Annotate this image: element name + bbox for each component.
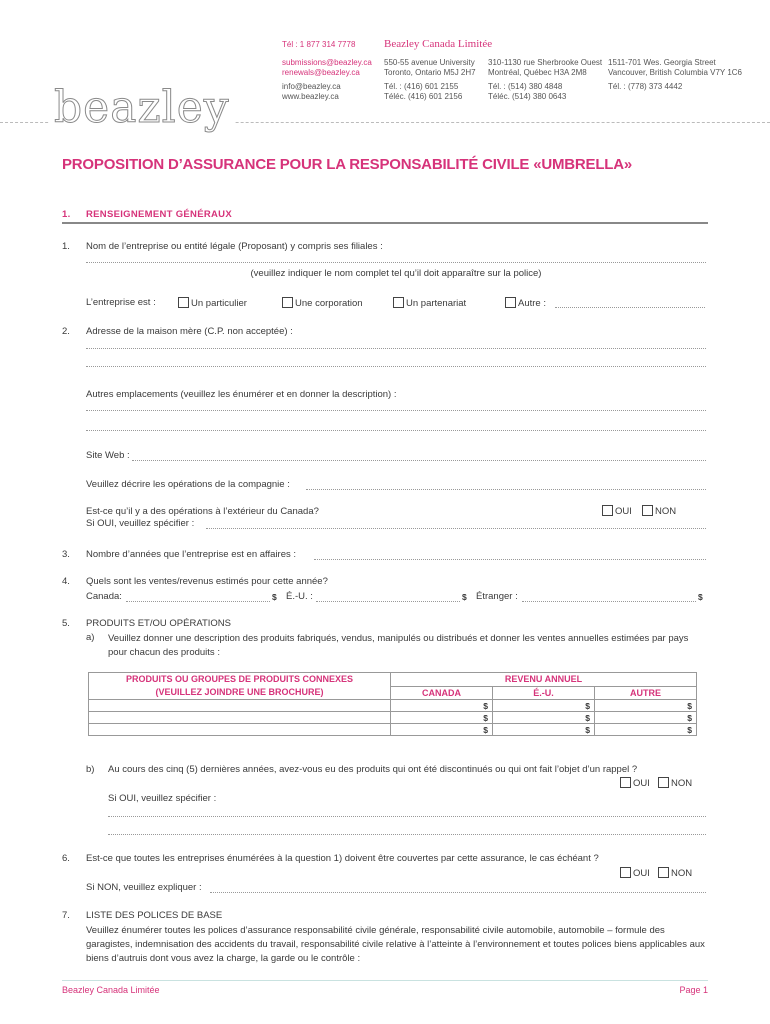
other-locations-line-1[interactable] <box>86 410 706 411</box>
entity-type-label: L’entreprise est : <box>86 297 156 308</box>
head-office-address-line-2[interactable] <box>86 366 706 367</box>
page-number: Page 1 <box>679 985 708 995</box>
table-row <box>89 724 697 736</box>
website-field[interactable] <box>132 460 706 461</box>
outside-oui-checkbox[interactable] <box>602 505 613 516</box>
canada-cell[interactable]: $ <box>391 712 493 724</box>
us-revenue-field[interactable] <box>316 601 460 602</box>
outside-canada-non[interactable]: NON <box>642 505 676 517</box>
footer-rule <box>62 980 708 981</box>
q4-label: Quels sont les ventes/revenus estimés pour cette année? <box>86 576 328 587</box>
table-row <box>89 712 697 724</box>
q5a-text: Veuillez donner une description des produits fabriqués, vendus, manipulés ou distribués et donner les ventes annuelles estimées par pays pour chacun des produits : <box>108 633 689 658</box>
years-in-business-field[interactable] <box>314 559 706 560</box>
partnership-checkbox[interactable] <box>393 297 404 308</box>
product-cell[interactable] <box>89 724 391 736</box>
recall-oui-checkbox[interactable] <box>620 777 631 788</box>
renewals-email[interactable]: renewals@beazley.ca <box>282 68 360 77</box>
q6-label: Est-ce que toutes les entreprises énumérées à la question 1) doivent être couvertes par cette assurance, le cas échéant ? <box>86 853 599 864</box>
info-email[interactable]: info@beazley.ca <box>282 82 341 91</box>
recall-oui[interactable]: OUI <box>620 777 650 789</box>
q7-number: 7. <box>62 910 70 921</box>
section-1-number: 1. <box>62 209 71 220</box>
q5b-label: b) <box>86 764 95 775</box>
table-row <box>89 700 697 712</box>
q5-number: 5. <box>62 618 70 629</box>
coverage-explain-label: Si NON, veuillez expliquer : <box>86 882 202 893</box>
header-emails <box>282 58 372 78</box>
q4-number: 4. <box>62 576 70 587</box>
q6-number: 6. <box>62 853 70 864</box>
canada-dollar: $ <box>272 592 277 602</box>
us-revenue-label: É.-U. : <box>286 591 313 602</box>
option-corporation[interactable]: Une corporation <box>282 297 363 309</box>
product-cell[interactable] <box>89 712 391 724</box>
page-title: PROPOSITION D’ASSURANCE POUR LA RESPONSABILITÉ CIVILE «UMBRELLA» <box>62 156 633 173</box>
other-checkbox[interactable] <box>505 297 516 308</box>
outside-canada-oui[interactable]: OUI <box>602 505 632 517</box>
header-company: Beazley Canada Limitée <box>384 38 493 50</box>
option-partnership[interactable]: Un partenariat <box>393 297 466 309</box>
us-dollar: $ <box>462 592 467 602</box>
operations-field[interactable] <box>306 489 706 490</box>
q2-number: 2. <box>62 326 70 337</box>
other-type-field[interactable] <box>555 307 705 308</box>
outside-canada-label: Est-ce qu’il y a des opérations à l’extérieur du Canada? <box>86 506 319 517</box>
header-phone: Tél : 1 877 314 7778 <box>282 40 356 49</box>
other-locations-line-2[interactable] <box>86 430 706 431</box>
coverage-oui[interactable]: OUI <box>620 867 650 879</box>
outside-specify-label: Si OUI, veuillez spécifier : <box>86 518 195 529</box>
recall-specify-line-1[interactable] <box>108 816 706 817</box>
outside-specify-field[interactable] <box>206 528 706 529</box>
head-office-address-line-1[interactable] <box>86 348 706 349</box>
col-other: AUTRE <box>595 686 697 700</box>
coverage-non[interactable]: NON <box>658 867 692 879</box>
outside-non-checkbox[interactable] <box>642 505 653 516</box>
other-cell[interactable]: $ <box>595 724 697 736</box>
foreign-dollar: $ <box>698 592 703 602</box>
office-toronto: 550-55 avenue University Toronto, Ontario M5J 2H7 Tél. : (416) 601 2155 Téléc. (416) 601 2156 <box>384 58 476 101</box>
q3-label: Nombre d’années que l’entreprise est en affaires : <box>86 549 297 560</box>
operations-label: Veuillez décrire les opérations de la compagnie : <box>86 479 290 490</box>
website-label: Site Web : <box>86 450 130 461</box>
q5b-text: Au cours des cinq (5) dernières années, avez-vous eu des produits qui ont été discontinués ou qui ont fait l’objet d’un rappel ? <box>108 764 638 775</box>
foreign-revenue-field[interactable] <box>522 601 696 602</box>
us-cell[interactable]: $ <box>493 712 595 724</box>
recall-non[interactable]: NON <box>658 777 692 789</box>
col-canada: CANADA <box>391 686 493 700</box>
us-cell[interactable]: $ <box>493 724 595 736</box>
q2-label: Adresse de la maison mère (C.P. non acceptée) : <box>86 326 293 337</box>
q7-label: LISTE DES POLICES DE BASE <box>86 910 223 921</box>
option-individual[interactable]: Un particulier <box>178 297 247 309</box>
q3-number: 3. <box>62 549 70 560</box>
canada-revenue-field[interactable] <box>126 601 270 602</box>
header-web <box>282 82 341 102</box>
coverage-non-checkbox[interactable] <box>658 867 669 878</box>
footer-company: Beazley Canada Limitée <box>62 985 160 995</box>
foreign-revenue-label: Étranger : <box>476 591 518 602</box>
submissions-email[interactable]: submissions@beazley.ca <box>282 58 372 67</box>
corporation-checkbox[interactable] <box>282 297 293 308</box>
section-1-rule <box>62 222 708 224</box>
q1-label: Nom de l’entreprise ou entité légale (Proposant) y compris ses filiales : <box>86 241 383 252</box>
section-1-title: RENSEIGNEMENT GÉNÉRAUX <box>86 209 232 220</box>
products-table <box>88 672 697 736</box>
coverage-oui-checkbox[interactable] <box>620 867 631 878</box>
revenue-header: REVENU ANNUEL <box>391 673 697 687</box>
company-name-field[interactable] <box>86 262 706 263</box>
products-header: PRODUITS OU GROUPES DE PRODUITS CONNEXES (VEUILLEZ JOINDRE UNE BROCHURE) <box>89 673 391 700</box>
q5a-label: a) <box>86 632 95 643</box>
us-cell[interactable]: $ <box>493 700 595 712</box>
recall-non-checkbox[interactable] <box>658 777 669 788</box>
office-vancouver: 1511-701 Wes. Georgia Street Vancouver, British Columbia V7Y 1C6 Tél. : (778) 373 4442 <box>608 58 742 91</box>
q1-hint: (veuillez indiquer le nom complet tel qu’il doit apparaître sur la police) <box>250 268 542 279</box>
col-us: É.-U. <box>493 686 595 700</box>
recall-specify-label: Si OUI, veuillez spécifier : <box>108 793 217 804</box>
q7-description: Veuillez énumérer toutes les polices d’assurance responsabilité civile générale, responsabilité civile automobile, automobile – formule des garagistes, indemnisation des accidents du travail, responsabilité civile relative à l’atteinte à l’environnement et toutes polices biens applicables aux biens d’autruis dont vous avez la charge, la garde ou le contrôle : <box>86 925 705 964</box>
q5-label: PRODUITS ET/OU OPÉRATIONS <box>86 618 231 629</box>
recall-specify-line-2[interactable] <box>108 834 706 835</box>
canada-cell[interactable]: $ <box>391 724 493 736</box>
other-cell[interactable]: $ <box>595 700 697 712</box>
beazley-logo: beazley <box>50 82 234 133</box>
canada-cell[interactable]: $ <box>391 700 493 712</box>
canada-revenue-label: Canada: <box>86 591 122 602</box>
product-cell[interactable] <box>89 700 391 712</box>
option-other[interactable]: Autre : <box>505 297 546 309</box>
q1-number: 1. <box>62 241 70 252</box>
coverage-explain-field[interactable] <box>210 892 706 893</box>
individual-checkbox[interactable] <box>178 297 189 308</box>
office-montreal: 310-1130 rue Sherbrooke Ouest Montréal, Québec H3A 2M8 Tél. : (514) 380 4848 Téléc. (514) 380 0643 <box>488 58 603 101</box>
other-cell[interactable]: $ <box>595 712 697 724</box>
website-link[interactable]: www.beazley.ca <box>282 92 339 101</box>
other-locations-label: Autres emplacements (veuillez les énumérer et en donner la description) : <box>86 389 397 400</box>
